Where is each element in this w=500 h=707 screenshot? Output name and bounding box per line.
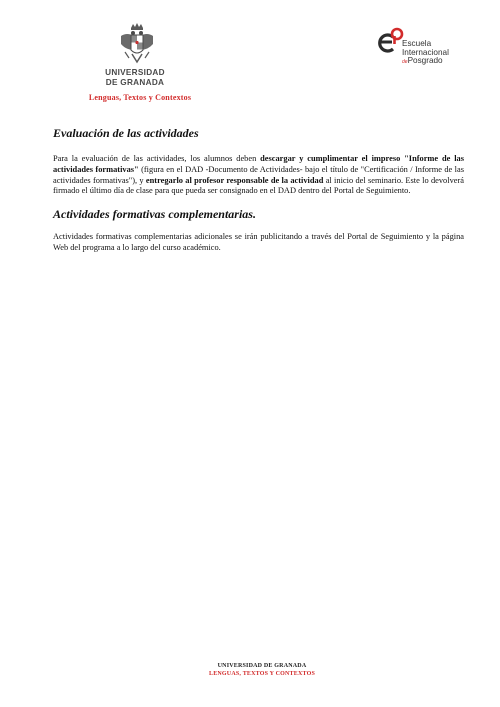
paragraph-evaluacion-bold1: descargar y cumplimentar el impreso "Informe de las actividades formativas" [53, 154, 464, 174]
paragraph-evaluacion-part1: Para la evaluación de las actividades, los alumnos deben [53, 154, 261, 163]
escuela-line2: Internacional [402, 47, 449, 57]
document-body [53, 126, 464, 254]
university-name-line1: UNIVERSIDAD [105, 68, 165, 77]
escuela-line3 [402, 57, 449, 67]
escuela-line3-prefix: de [402, 59, 408, 66]
footer-university: UNIVERSIDAD DE GRANADA [217, 663, 307, 669]
footer-program: LENGUAS, TEXTOS Y CONTEXTOS [209, 671, 315, 677]
paragraph-evaluacion-bold2: entregarlo al profesor responsable de la actividad [145, 175, 324, 185]
paragraph-evaluacion-part2: (figura en el DAD -Documento de Actividades- bajo el título de "Certificación / Informe de las actividades formativas"), y [53, 164, 464, 185]
section-title-evaluacion: Evaluación de las actividades [53, 126, 199, 140]
escuela-line1: Escuela [402, 39, 432, 48]
escuela-posgrado-name [402, 40, 449, 67]
escuela-posgrado-logo [378, 27, 404, 55]
program-name: Lenguas, Textos y Contextos [88, 93, 192, 102]
paragraph-evaluacion-part3: al inicio del seminario. Este lo devolverá firmado el último día de clase para que pueda ser consignado en el DAD dentro del Portal de Seguimiento. [53, 175, 464, 196]
university-crest-logo [117, 22, 157, 66]
section-title-complementarias: Actividades formativas complementarias. [53, 207, 256, 222]
paragraph-evaluacion [53, 154, 464, 197]
university-name [90, 68, 180, 87]
university-name-line2: DE GRANADA [105, 77, 165, 87]
page-footer [150, 662, 374, 678]
paragraph-complementarias: Actividades formativas complementarias adicionales se irán publicitando a través del Portal de Seguimiento y la página Web del programa a lo largo del curso académico. [53, 232, 464, 252]
escuela-line3-text: Posgrado [407, 56, 443, 66]
